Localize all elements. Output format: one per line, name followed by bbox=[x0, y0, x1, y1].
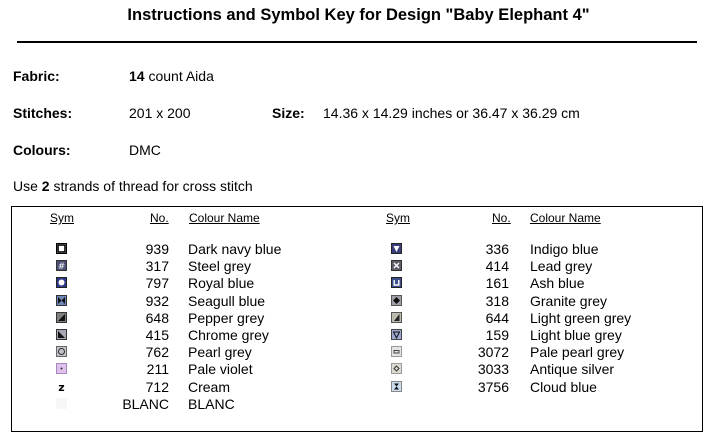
left-color-name: Pale violet bbox=[188, 361, 253, 378]
right-color-name: Pale pearl grey bbox=[530, 344, 625, 361]
right-color-name: Lead grey bbox=[530, 258, 593, 275]
left-color-number: 211 bbox=[146, 361, 169, 378]
letter-z-symbol-icon bbox=[56, 381, 67, 392]
triangle-corner-symbol-icon bbox=[56, 329, 67, 340]
hourglass-symbol-icon bbox=[391, 381, 402, 392]
left-color-number: 415 bbox=[145, 327, 169, 343]
right-color-number: 644 bbox=[485, 309, 509, 326]
left-color-name: Royal blue bbox=[188, 275, 255, 292]
right-color-name: Light blue grey bbox=[530, 327, 622, 343]
u-box-symbol-icon bbox=[391, 277, 402, 288]
strands-count: 2 bbox=[41, 178, 50, 194]
small-diamond-symbol-icon bbox=[391, 363, 402, 374]
left-color-number: 797 bbox=[145, 275, 169, 292]
header-no-left: No. bbox=[150, 211, 169, 225]
left-color-name: Cream bbox=[188, 378, 231, 395]
svg-text:z: z bbox=[58, 380, 65, 392]
right-color-number: 318 bbox=[485, 292, 509, 309]
title-rule bbox=[17, 41, 697, 43]
right-color-number: 161 bbox=[485, 275, 509, 292]
fabric-type: count Aida bbox=[144, 68, 214, 84]
left-color-name: Steel grey bbox=[188, 258, 252, 275]
strands-instruction bbox=[13, 178, 253, 194]
left-color-name: Dark navy blue bbox=[188, 241, 282, 257]
strands-post: strands of thread for cross stitch bbox=[49, 178, 253, 194]
svg-text:#: # bbox=[57, 262, 66, 272]
left-color-name: Pepper grey bbox=[188, 309, 265, 326]
right-color-number: 159 bbox=[485, 327, 509, 343]
left-color-number: 712 bbox=[145, 378, 169, 395]
left-color-number: 939 bbox=[145, 241, 169, 257]
right-color-number: 3756 bbox=[477, 378, 509, 395]
x-box-symbol-icon bbox=[391, 260, 402, 271]
fabric-count: 14 bbox=[129, 68, 145, 84]
page-title: Instructions and Symbol Key for Design "Baby Elephant 4" bbox=[127, 6, 590, 24]
dot-symbol-icon bbox=[56, 363, 67, 374]
shield-symbol-icon bbox=[391, 243, 402, 254]
left-color-number: 762 bbox=[145, 344, 169, 361]
strands-pre: Use bbox=[13, 178, 42, 194]
hash-symbol-icon bbox=[56, 260, 67, 271]
left-color-number: BLANC bbox=[122, 395, 169, 412]
left-color-number: 317 bbox=[145, 258, 169, 275]
diamond-symbol-icon bbox=[391, 295, 402, 306]
inner-rect-symbol-icon bbox=[391, 346, 402, 357]
size-label: Size: bbox=[272, 105, 305, 121]
right-color-name: Indigo blue bbox=[530, 241, 599, 257]
colours-label: Colours: bbox=[13, 142, 71, 158]
triangle-half-symbol-icon bbox=[56, 312, 67, 323]
right-color-name: Light green grey bbox=[530, 309, 632, 326]
right-color-name: Granite grey bbox=[530, 292, 608, 309]
left-color-name: BLANC bbox=[188, 395, 235, 412]
left-color-name: Seagull blue bbox=[188, 292, 266, 309]
right-color-number: 3033 bbox=[477, 361, 509, 378]
right-color-number: 336 bbox=[485, 241, 509, 257]
header-name-left: Colour Name bbox=[189, 211, 260, 225]
right-color-name: Cloud blue bbox=[530, 378, 597, 395]
left-color-number: 648 bbox=[145, 309, 169, 326]
right-color-name: Ash blue bbox=[530, 275, 585, 292]
header-name-right: Colour Name bbox=[530, 211, 601, 225]
blank-symbol-icon bbox=[56, 398, 67, 409]
right-color-number: 3072 bbox=[477, 344, 509, 361]
left-color-name: Chrome grey bbox=[188, 327, 269, 343]
bowtie-symbol-icon bbox=[56, 295, 67, 306]
colours-value: DMC bbox=[129, 142, 161, 158]
header-sym-right: Sym bbox=[386, 211, 410, 225]
header-sym-left: Sym bbox=[50, 211, 74, 225]
left-color-number: 932 bbox=[145, 292, 169, 309]
left-color-name: Pearl grey bbox=[188, 344, 252, 361]
size-value: 14.36 x 14.29 inches or 36.47 x 36.29 cm bbox=[323, 105, 580, 121]
right-color-name: Antique silver bbox=[530, 361, 615, 378]
right-color-number: 414 bbox=[485, 258, 509, 275]
stitches-value: 201 x 200 bbox=[129, 105, 191, 121]
down-triangle-symbol-icon bbox=[391, 329, 402, 340]
fabric-value bbox=[129, 68, 214, 84]
triangle-ramp-symbol-icon bbox=[391, 312, 402, 323]
stitches-label: Stitches: bbox=[13, 105, 73, 121]
ring-symbol-icon bbox=[56, 346, 67, 357]
header-no-right: No. bbox=[492, 211, 511, 225]
fabric-label: Fabric: bbox=[13, 68, 60, 84]
circle-symbol-icon bbox=[56, 277, 67, 288]
open-square-symbol-icon bbox=[56, 243, 67, 254]
